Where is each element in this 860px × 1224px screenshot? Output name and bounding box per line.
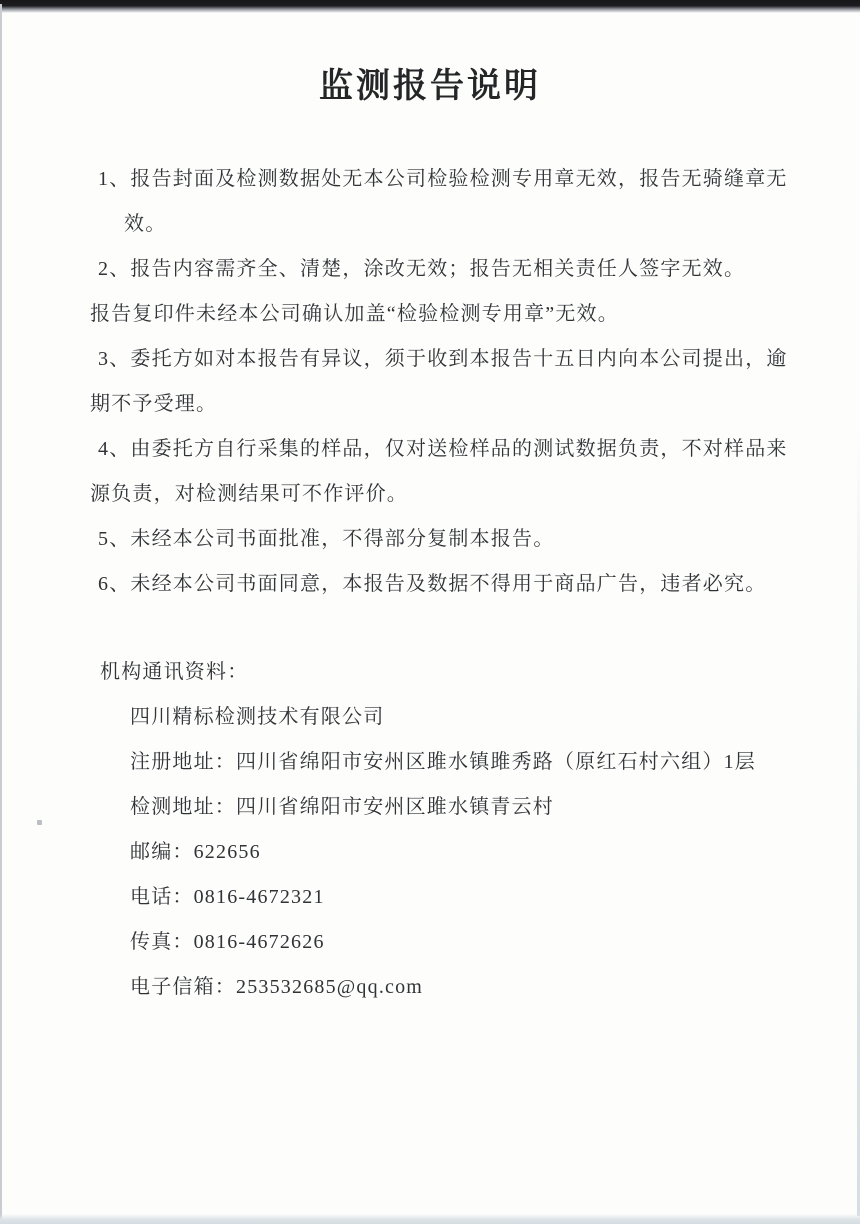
note-line: 4、由委托方自行采集的样品，仅对送检样品的测试数据负责，不对样品来	[98, 438, 788, 460]
contact-postcode: 邮编：622656	[130, 841, 261, 863]
contact-info-block	[100, 650, 820, 1010]
contact-company: 四川精标检测技术有限公司	[130, 706, 385, 728]
note-line: 5、未经本公司书面批准，不得部分复制本报告。	[98, 528, 555, 550]
contact-header: 机构通讯资料：	[100, 661, 249, 683]
notes-list	[90, 157, 820, 607]
scan-top-edge	[0, 0, 860, 13]
scan-left-edge	[0, 4, 2, 1224]
note-line: 2、报告内容需齐全、清楚，涂改无效；报告无相关责任人签字无效。	[98, 258, 746, 280]
page-title: 监测报告说明	[319, 68, 541, 105]
note-line: 3、委托方如对本报告有异议，须于收到本报告十五日内向本公司提出，逾	[98, 348, 788, 370]
note-line: 源负责，对检测结果可不作评价。	[90, 483, 408, 505]
note-line: 期不予受理。	[90, 393, 218, 415]
scan-artifact-speck	[37, 820, 42, 825]
contact-registered-address: 注册地址：四川省绵阳市安州区雎水镇雎秀路（原红石村六组）1层	[130, 751, 756, 773]
scan-bottom-edge	[0, 1214, 860, 1224]
contact-fax: 传真：0816-4672626	[130, 931, 325, 953]
note-line: 效。	[124, 213, 167, 235]
note-line: 6、未经本公司书面同意，本报告及数据不得用于商品广告，违者必究。	[98, 573, 767, 595]
note-line: 报告复印件未经本公司确认加盖“检验检测专用章”无效。	[90, 303, 619, 325]
note-line: 1、报告封面及检测数据处无本公司检验检测专用章无效，报告无骑缝章无	[98, 168, 788, 190]
contact-testing-address: 检测地址：四川省绵阳市安州区雎水镇青云村	[130, 796, 554, 818]
contact-email: 电子信箱：253532685@qq.com	[130, 976, 424, 998]
contact-phone: 电话：0816-4672321	[130, 886, 325, 908]
